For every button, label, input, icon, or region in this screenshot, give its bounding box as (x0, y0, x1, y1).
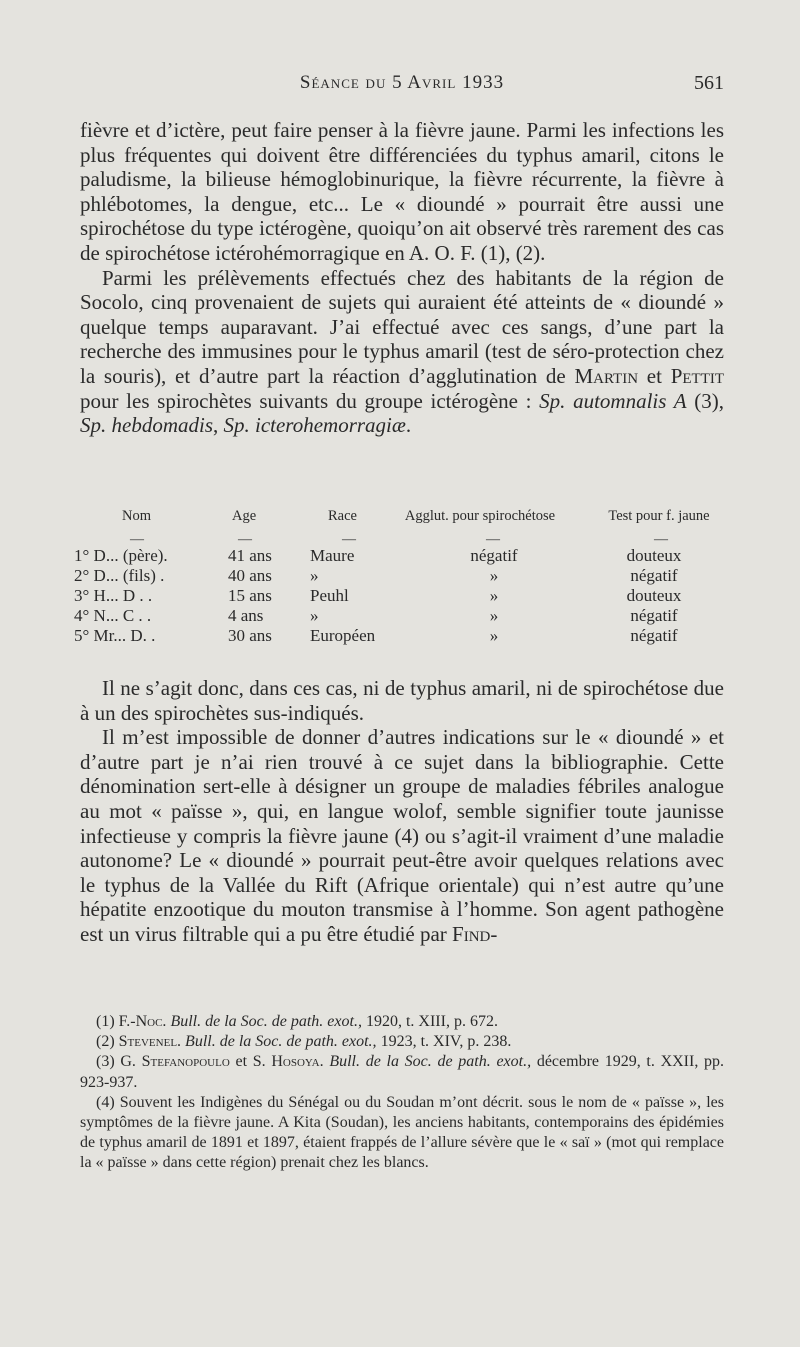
cell-race: Européen (310, 626, 376, 645)
footnote-3 (80, 1052, 724, 1092)
cell-test: négatif (630, 606, 678, 625)
header-age: Age (232, 508, 257, 524)
paragraph-3-text: Il ne s’agit donc, dans ces cas, ni de typhus amaril, ni de spirochétose due à un des spirochètes sus-indiqués. (80, 676, 724, 725)
dash: — (486, 532, 500, 547)
dash: — (654, 532, 668, 547)
footnote-author: F.-Noc. (118, 1013, 167, 1030)
cell-age: 30 ans (228, 626, 272, 645)
paragraph-4-text: Il m’est impossible de donner d’autres indications sur le « dioundé » et d’autre part je n’ai rien trouvé à ce sujet dans la bibliographie. Cette dénomination sert-elle à désigner un groupe de maladies fébriles analogue au mot « païsse », qui, en langue wolof, semble signifier toute jaunisse infectieuse y compris la fièvre jaune (4) ou s’agit-il vraiment d’une maladie autonome? Le « dioundé » pourrait peut-être avoir quelques relations avec le typhus de la Vallée du Rift (Afrique orientale) qui n’est autre qu’une hépatite enzootique du mouton transmise à l’homme. Son agent pathogène est un virus filtrable qui a pu être étudié par (80, 725, 724, 946)
footnote-conjunction: et (235, 1053, 248, 1071)
header-rule (74, 532, 734, 546)
table-row (74, 546, 734, 566)
author-name-pettit: Pettit (670, 363, 725, 388)
dash: — (342, 532, 356, 547)
footnote-journal: Bull. de la Soc. de path. exot., (185, 1033, 377, 1051)
species-hebdomadis: Sp. hebdomadis (80, 413, 213, 438)
cell-nom: 3° H... D . . (74, 586, 153, 605)
footnote-journal: Bull. de la Soc. de path. exot., (329, 1053, 532, 1071)
cell-nom: 4° N... C . . (74, 606, 152, 625)
table-row (74, 586, 734, 606)
paragraph-2-text-e: , (213, 413, 219, 438)
cell-race: Peuhl (310, 586, 349, 605)
table-body (74, 546, 734, 646)
body-text (80, 118, 724, 438)
footnote-number: (4) (96, 1093, 115, 1111)
cell-nom: 5° Mr... D. . (74, 626, 156, 645)
table-row (74, 566, 734, 586)
cell-age: 15 ans (228, 586, 272, 605)
footnote-reference: 1920, t. XIII, p. 672. (365, 1013, 498, 1030)
cell-age: 4 ans (228, 606, 264, 625)
paragraph-1-text: fièvre et d’ictère, peut faire penser à la fièvre jaune. Parmi les infections les plus fréquentes qui doivent être différenciées du typhus amaril, citons le paludisme, la bilieuse hémoglobinurique, la fièvre récurrente, la fièvre à phlébotomes, la dengue, etc... Le « dioundé » pourrait être aussi une spirochétose du type ictérogène, quoiqu’on ait observé très rarement des cas de spirochétose ictérohémorragique en A. O. F. (1), (2). (80, 118, 724, 265)
page-number: 561 (694, 72, 724, 94)
footnote-author: G. Stefanopoulo (120, 1053, 230, 1071)
body-text-continued (80, 676, 724, 947)
cell-agglut: » (489, 566, 499, 585)
author-name-martin: Martin (574, 363, 639, 388)
author-name-find: Find- (452, 921, 498, 946)
cell-nom: 2° D... (fils) . (74, 566, 165, 585)
header-test: Test pour f. jaune (608, 508, 710, 524)
header-race: Race (328, 508, 357, 524)
paragraph-2-text-d: (3), (694, 388, 725, 413)
footnote-journal: Bull. de la Soc. de path. exot., (170, 1013, 362, 1030)
header-nom: Nom (122, 508, 151, 524)
cell-race: Maure (310, 546, 355, 565)
cell-test: négatif (630, 566, 678, 585)
footnote-1 (80, 1012, 724, 1032)
header-agglut: Agglut. pour spirochétose (404, 508, 556, 524)
paragraph-2-text-f: . (405, 413, 412, 438)
running-head: Séance du 5 Avril 1933 (299, 72, 505, 93)
footnote-number: (3) (96, 1053, 115, 1071)
paragraph-3 (80, 676, 724, 725)
results-table (74, 508, 734, 646)
footnote-author: Stevenel. (118, 1033, 182, 1051)
species-automnalis: Sp. automnalis A (539, 388, 687, 413)
footnote-2 (80, 1032, 724, 1052)
cell-nom: 1° D... (père). (74, 546, 168, 565)
page-header (80, 72, 724, 102)
footnote-number: (1) (96, 1013, 115, 1030)
table-header (74, 508, 734, 532)
paragraph-2-text-c: pour les spirochètes suivants du groupe ictérogène : (80, 388, 532, 413)
paragraph-2-text-b: et (646, 363, 662, 388)
cell-age: 41 ans (228, 546, 272, 565)
paragraph-2 (80, 266, 724, 438)
cell-test: douteux (626, 586, 682, 605)
cell-agglut: négatif (470, 546, 518, 565)
cell-race: » (310, 566, 319, 585)
species-icterohemorragiae: Sp. icterohemorragiæ (223, 413, 406, 438)
table-row (74, 626, 734, 646)
dash: — (130, 532, 144, 547)
footnotes (80, 1012, 724, 1174)
cell-age: 40 ans (228, 566, 272, 585)
footnote-number: (2) (96, 1033, 115, 1051)
cell-test: négatif (630, 626, 678, 645)
footnote-author: S. Hosoya. (252, 1053, 324, 1071)
paragraph-2-text-a: Parmi les prélèvements effectués chez des habitants de la région de Socolo, cinq provenaient de sujets qui auraient été atteints de « dioundé » quelque temps auparavant. J’ai effectué avec ces sangs, d’une part la recherche des immusines pour le typhus amaril (test de séro-protection chez la souris), et d’autre part la réaction d’agglutination de (80, 265, 724, 388)
cell-agglut: » (489, 586, 499, 605)
cell-race: » (310, 606, 319, 625)
cell-agglut: » (489, 606, 499, 625)
footnote-text: Souvent les Indigènes du Sénégal ou du Soudan m’ont décrit. sous le nom de « païsse », les symptômes de la fièvre jaune. A Kita (Soudan), les anciens habitants, contemporains des épidémies de typhus amaril de 1891 et 1897, étaient frappés de l’allure sévère que le « saï » (mot qui remplace la « païsse » dans cette région) prenait chez les blancs. (80, 1093, 725, 1172)
table-row (74, 606, 734, 626)
footnote-reference: décembre 1929, t. XXII, pp. 923-937. (80, 1053, 725, 1091)
footnote-reference: 1923, t. XIV, p. 238. (380, 1033, 512, 1051)
footnote-4 (80, 1093, 724, 1174)
paragraph-4 (80, 725, 724, 946)
dash: — (238, 532, 252, 547)
cell-agglut: » (489, 626, 499, 645)
cell-test: douteux (626, 546, 682, 565)
paragraph-1 (80, 118, 724, 266)
